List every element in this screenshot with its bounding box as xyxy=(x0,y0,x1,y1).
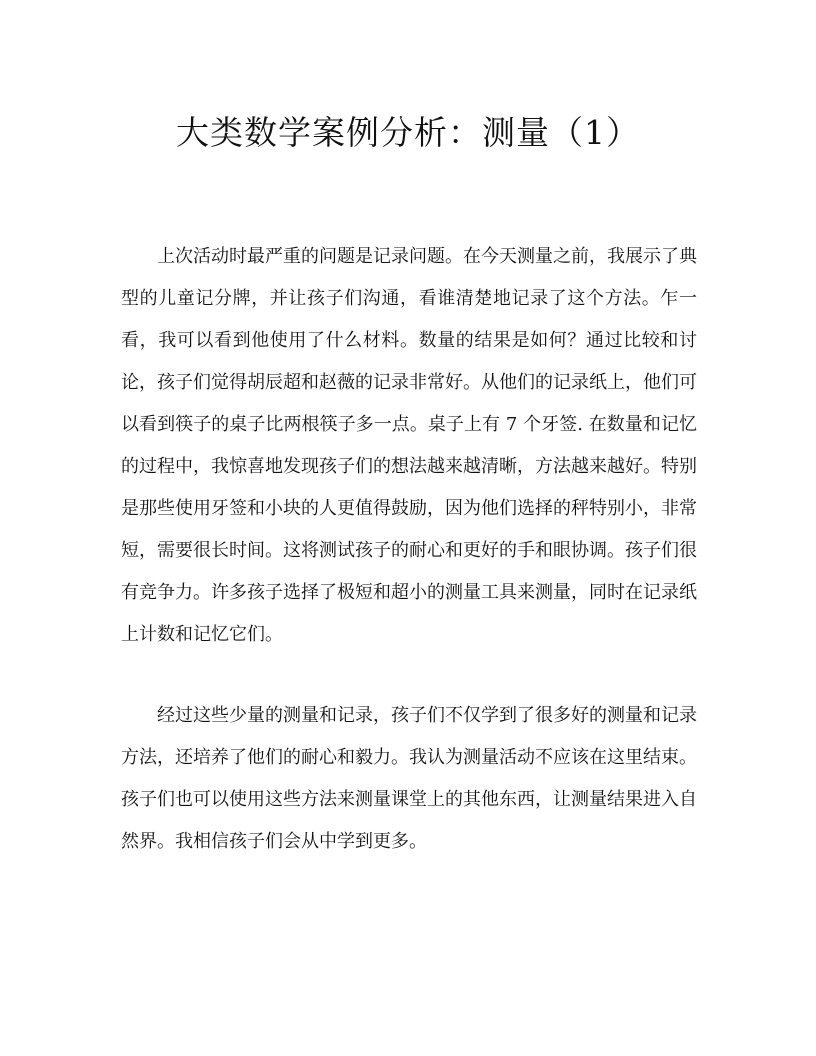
body-paragraph-2: 经过这些少量的测量和记录，孩子们不仅学到了很多好的测量和记录方法，还培养了他们的耐心和毅力。我认为测量活动不应该在这里结束。孩子们也可以使用这些方法来测量课堂上的其他东西，让测量结果进入自然界。我相信孩子们会从中学到更多。 xyxy=(121,705,697,852)
page-title: 大类数学案例分析：测量（1） xyxy=(176,113,640,152)
body-paragraph-1: 上次活动时最严重的问题是记录问题。在今天测量之前，我展示了典型的儿童记分牌，并让孩子们沟通，看谁清楚地记录了这个方法。乍一看，我可以看到他使用了什么材料。数量的结果是如何？通过比较和讨论，孩子们觉得胡辰超和赵薇的记录非常好。从他们的记录纸上，他们可以看到筷子的桌子比两根筷子多一点。桌子上有 7 个牙签. 在数量和记忆的过程中，我惊喜地发现孩子们的想法越来越清晰，方法越来越好。特别是那些使用牙签和小块的人更值得鼓励，因为他们选择的秤特别小，非常短，需要很长时间。这将测试孩子的耐心和更好的手和眼协调。孩子们很有竞争力。许多孩子选择了极短和超小的测量工具来测量，同时在记录纸上计数和记忆它们。 xyxy=(121,246,697,645)
